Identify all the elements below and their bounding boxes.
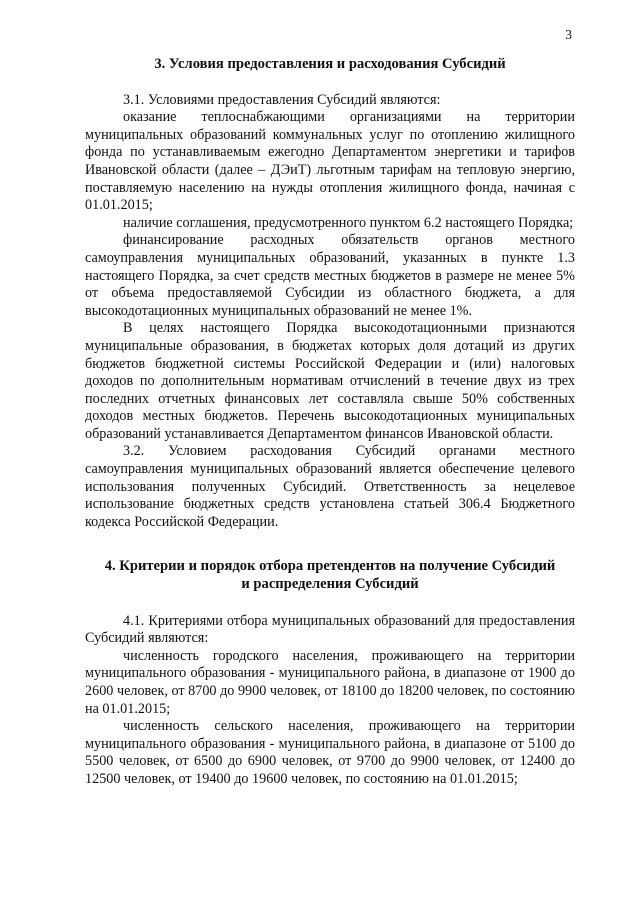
- page-number: 3: [565, 27, 572, 42]
- paragraph-criterion-urban-population: численность городского населения, проживающего на территории муниципального образования - муниципального района, в диапазоне от 1900 до 2600 человек, от 8700 до 9900 человек, от 18100 до 18200 человек, по состоянию на 01.01.2015;: [85, 647, 575, 717]
- paragraph-3-1: 3.1. Условиями предоставления Субсидий являются:: [123, 91, 441, 108]
- paragraph-3-2: 3.2. Условием расходования Субсидий органами местного самоуправления муниципальных образований является обеспечение целевого использования полученных Субсидий. Ответственность за нецелевое использование бюджетных средств установлена статьей 306.4 Бюджетного кодекса Российской Федерации.: [85, 443, 575, 530]
- paragraph-condition-heat-supply: оказание теплоснабжающими организациями на территории муниципальных образований коммунальных услуг по отоплению жилищного фонда по устанавливаемым ежегодно Департаментом энергетики и тарифов Ивановской области (далее – ДЭиТ) льготным тарифам на тепловую энергию, поставляемую населению на нужды отопления жилищного фонда, начиная с 01.01.2015;: [85, 109, 575, 214]
- paragraph-4-1: 4.1. Критериями отбора муниципальных образований для предоставления Субсидий являются:: [85, 612, 575, 647]
- document-body: [85, 56, 575, 789]
- section-4-title-line-1: 4. Критерии и порядок отбора претендентов на получение Субсидий: [104, 558, 556, 575]
- paragraph-criterion-rural-population: численность сельского населения, проживающего на территории муниципального образования - муниципального района, в диапазоне от 5100 до 5500 человек, от 6500 до 6900 человек, от 9700 до 9900 человек, от 12400 до 12500 человек, от 19400 до 19600 человек, по состоянию на 01.01.2015;: [85, 718, 575, 787]
- paragraph-high-subsidy-definition: В целях настоящего Порядка высокодотационными признаются муниципальные образования, в бюджетах которых доля дотаций из других бюджетов бюджетной системы Российской Федерации и (или) налоговых доходов по дополнительным нормативам отчислений в течение двух из трех последних отчетных финансовых лет составляла свыше 50% собственных доходов местных бюджетов. Перечень высокодотационных муниципальных образований устанавливается Департаментом финансов Ивановской области.: [85, 320, 575, 442]
- paragraph-condition-financing: финансирование расходных обязательств органов местного самоуправления муниципальных образований, указанных в пункте 1.3 настоящего Порядка, за счет средств местных бюджетов в размере не менее 5% от объема предоставляемой Субсидии из областного бюджета, а для высокодотационных муниципальных образований не менее 1%.: [85, 232, 575, 319]
- paragraph-condition-agreement: наличие соглашения, предусмотренного пунктом 6.2 настоящего Порядка;: [123, 214, 574, 231]
- section-3-title: 3. Условия предоставления и расходования Субсидий: [154, 56, 506, 72]
- section-4-title-line-2: и распределения Субсидий: [241, 576, 419, 593]
- section-4-title: [85, 558, 575, 593]
